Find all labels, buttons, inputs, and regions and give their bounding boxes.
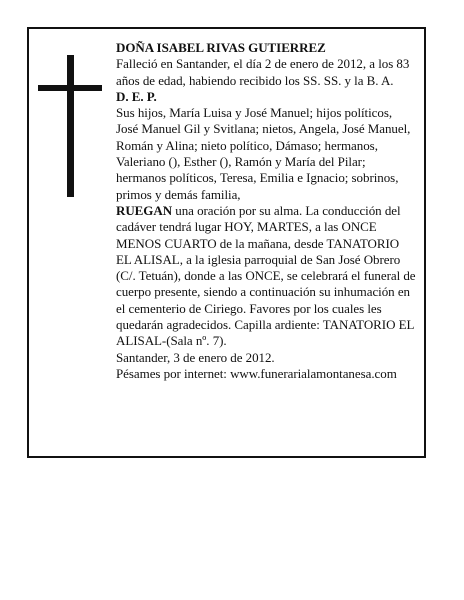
ruegan-text: una oración por su alma. La conducción del cadáver tendrá lugar HOY, MARTES, a las ONCE MENOS CUARTO de la mañana, desde TANATORIO EL ALISAL, a la iglesia parroquial de San José Obrero (C/. Tetuán), donde a las ONCE, se celebrará el funeral de cuerpo presente, siendo a continuación su inhumación en el cementerio de Ciriego. Favores por los cuales les quedarán agradecidos. Capilla ardiente: TANATORIO EL ALISAL-(Sala nº. 7). bbox=[116, 202, 416, 349]
ruegan-word: RUEGAN bbox=[116, 202, 173, 218]
notice-text bbox=[116, 40, 416, 382]
dep-line: D. E. P. bbox=[116, 88, 157, 104]
family-list: Sus hijos, María Luisa y José Manuel; hijos políticos, José Manuel Gil y Svitlana; nietos, Angela, José Manuel, Román y Alina; nieto político, Dámaso; hermanos, Valeriano (), Esther (), Ramón y María del Pilar; hermanos políticos, Teresa, Emilia e Ignacio; sobrinos, primos y demás familia, bbox=[116, 105, 411, 202]
condolences-line: Pésames por internet: www.funerarialamontanesa.com bbox=[116, 365, 397, 381]
obituary-notice bbox=[27, 27, 426, 458]
cross-icon bbox=[67, 55, 74, 197]
deceased-name: DOÑA ISABEL RIVAS GUTIERREZ bbox=[116, 40, 326, 55]
death-statement: Falleció en Santander, el día 2 de enero de 2012, a los 83 años de edad, habiendo recibido los SS. SS. y la B. A. bbox=[116, 56, 410, 88]
cross-icon-bar bbox=[38, 85, 102, 91]
place-date: Santander, 3 de enero de 2012. bbox=[116, 349, 275, 365]
ruegan-paragraph bbox=[116, 203, 416, 350]
